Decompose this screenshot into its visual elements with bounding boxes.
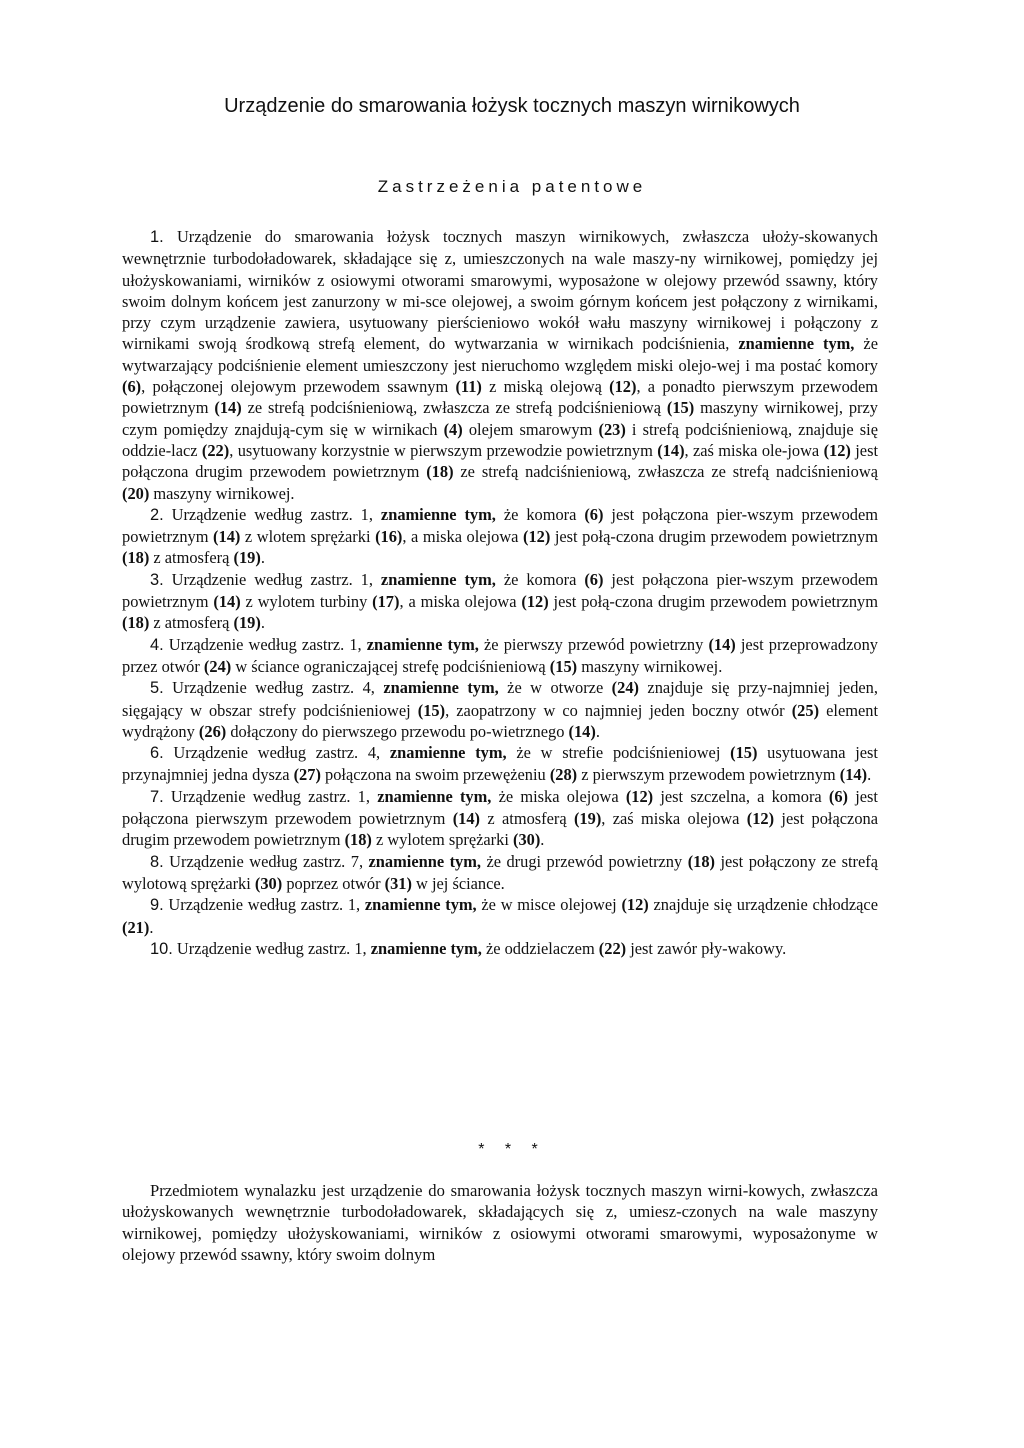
description-paragraph: Przedmiotem wynalazku jest urządzenie do smarowania łożysk tocznych maszyn wirni-kowych, zwłaszcza ułożyskowanych wewnętrznie turbodoładowarek, składających się z, umiesz-czonych na wale maszyny wirnikowej, pomiędzy ułożyskowaniami, wirników z osiowymi otworami smarowymi, wyposażonyme w olejowy przewód ssawny, który swoim dolnym [122, 1181, 878, 1264]
claim-number: 7. [150, 787, 164, 806]
reference-numeral: (15) [417, 700, 446, 720]
claim-5: 5. Urządzenie według zastrz. 4, znamienne tym, że w otworze (24) znajduje się przy-najmniej jeden, sięgający w obszar strefy podciśnieniowej (15), zaopatrzony w co najmniej jeden boczny otwór (25) element wydrążony (26) dołączony do pierwszego przewodu po-wietrznego (14). [122, 678, 878, 741]
reference-numeral: (12) [609, 377, 637, 397]
reference-numeral: (14) [214, 398, 242, 418]
reference-numeral: (11) [455, 377, 482, 397]
characterizing-marker: znamienne tym, [372, 569, 496, 589]
claim-number: 8. [150, 852, 164, 871]
reference-numeral: (21) [122, 917, 150, 937]
characterizing-marker: znamienne tym, [363, 851, 481, 871]
reference-numeral: (15) [730, 743, 758, 763]
reference-numeral: (14) [213, 592, 241, 612]
reference-numeral: (12) [521, 592, 549, 612]
section-separator: * * * [478, 1141, 546, 1158]
characterizing-marker: znamienne tym, [380, 743, 507, 763]
claim-3: 3. Urządzenie według zastrz. 1, znamienne tym, że komora (6) jest połączona pier-wszym przewodem powietrznym (14) z wylotem turbiny (17), a miska olejowa (12) jest połą-czona drugim przewodem powietrznym (18) z atmosferą (19). [122, 569, 878, 633]
reference-numeral: (24) [611, 678, 639, 698]
reference-numeral: (14) [452, 809, 481, 829]
reference-numeral: (25) [791, 700, 820, 720]
reference-numeral: (27) [293, 765, 321, 785]
reference-numeral: (6) [828, 786, 849, 806]
reference-numeral: (19) [233, 613, 261, 633]
reference-numeral: (18) [122, 548, 150, 568]
reference-numeral: (28) [549, 765, 578, 785]
reference-numeral: (16) [375, 527, 403, 547]
characterizing-marker: znamienne tym, [360, 895, 477, 915]
reference-numeral: (12) [823, 440, 851, 460]
reference-numeral: (19) [233, 548, 261, 568]
reference-numeral: (14) [213, 527, 241, 547]
reference-numeral: (30) [254, 873, 283, 893]
claim-2: 2. Urządzenie według zastrz. 1, znamienne tym, że komora (6) jest połączona pier-wszym przewodem powietrznym (14) z wlotem sprężarki (16), a miska olejowa (12) jest połą-czona drugim przewodem powietrznym (18) z atmosferą (19). [122, 504, 878, 568]
reference-numeral: (18) [687, 851, 715, 871]
reference-numeral: (22) [201, 440, 230, 460]
reference-numeral: (12) [522, 527, 551, 547]
claim-number: 9. [150, 896, 164, 915]
claim-8: 8. Urządzenie według zastrz. 7, znamienne tym, że drugi przewód powietrzny (18) jest połączony ze strefą wylotową sprężarki (30) poprzez otwór (31) w jej ściance. [122, 851, 878, 893]
reference-numeral: (4) [443, 419, 463, 439]
claim-1: 1. Urządzenie do smarowania łożysk tocznych maszyn wirnikowych, zwłaszcza ułoży-skowanych wewnętrznie turbodoładowarek, składające się z, umieszczonych na wale maszy-ny wirnikowej, pomiędzy jej ułożyskowaniami, wirników z osiowymi otworami smarowymi, wyposażone w olejowy przewód ssawny, który swoim dolnym końcem jest zanurzony w mi-sce olejowej, a swoim górnym końcem jest połączony z wirnikami, przy czym urządzenie zawiera, usytuowany pierścieniowo wokół wału maszyny wirnikowej i połączony z wirnikami swoją środkową strefą element, do wytwarzania w wirnikach podciśnienia, znamienne tym, że wytwarzający podciśnienie element umieszczony jest nieruchomo względem miski olejo-wej i ma postać komory (6), połączonej olejowym przewodem ssawnym (11) z miską olejową (12), a ponadto pierwszym przewodem powietrznym (14) ze strefą podciśnieniową, zwłaszcza ze strefą podciśnieniową (15) maszyny wirnikowej, przy czym pomiędzy znajdują-cym się w wirnikach (4) olejem smarowym (23) i strefą podciśnieniową, znajduje się oddzie-lacz (22), usytuowany korzystnie w pierwszym przewodzie powietrznym (14), zaś miska ole-jowa (12) jest połączona drugim przewodem powietrznym (18) ze strefą nadciśnieniową, zwłaszcza ze strefą nadciśnieniową (20) maszyny wirnikowej. [122, 227, 879, 503]
reference-numeral: (17) [372, 592, 400, 612]
claim-number: 6. [150, 744, 164, 763]
reference-numeral: (14) [839, 765, 868, 785]
claim-number: 3. [150, 570, 164, 589]
reference-numeral: (18) [344, 830, 372, 850]
reference-numeral: (12) [621, 895, 649, 915]
characterizing-marker: znamienne tym, [369, 786, 492, 806]
reference-numeral: (20) [122, 483, 150, 503]
reference-numeral: (14) [568, 721, 596, 741]
reference-numeral: (12) [625, 786, 654, 806]
reference-numeral: (26) [198, 721, 227, 741]
claim-number: 2. [150, 505, 164, 524]
characterizing-marker: znamienne tym, [729, 334, 855, 354]
claim-6: 6. Urządzenie według zastrz. 4, znamienne tym, że w strefie podciśnieniowej (15) usytuowana jest przynajmniej jedna dysza (27) połączona na swoim przewężeniu (28) z pierwszym przewodem powietrznym (14). [122, 743, 878, 785]
claim-9: 9. Urządzenie według zastrz. 1, znamienne tym, że w misce olejowej (12) znajduje się urządzenie chłodzące (21). [122, 895, 878, 937]
reference-numeral: (23) [598, 419, 626, 439]
claim-7: 7. Urządzenie według zastrz. 1, znamienne tym, że miska olejowa (12) jest szczelna, a komora (6) jest połączona pierwszym przewodem powietrznym (14) z atmosferą (19), zaś miska olejowa (12) jest połączona drugim przewodem powietrznym (18) z wylotem sprężarki (30). [122, 786, 878, 850]
claim-number: 10. [150, 939, 173, 958]
claims-heading: Zastrzeżenia patentowe [377, 177, 647, 196]
claim-10: 10. Urządzenie według zastrz. 1, znamienne tym, że oddzielaczem (22) jest zawór pły-wakowy. [150, 938, 787, 958]
reference-numeral: (18) [426, 462, 454, 482]
reference-numeral: (30) [512, 830, 541, 850]
characterizing-marker: znamienne tym, [374, 678, 499, 698]
reference-numeral: (15) [666, 398, 695, 418]
characterizing-marker: znamienne tym, [361, 634, 479, 654]
reference-numeral: (14) [657, 440, 685, 460]
characterizing-marker: znamienne tym, [366, 938, 482, 958]
reference-numeral: (18) [122, 613, 150, 633]
reference-numeral: (14) [708, 634, 736, 654]
reference-numeral: (6) [584, 569, 604, 589]
reference-numeral: (6) [584, 504, 604, 524]
claim-4: 4. Urządzenie według zastrz. 1, znamienne tym, że pierwszy przewód powietrzny (14) jest przeprowadzony przez otwór (24) w ściance ograniczającej strefę podciśnieniową (15) maszyny wirnikowej. [122, 634, 878, 676]
characterizing-marker: znamienne tym, [372, 504, 496, 524]
reference-numeral: (15) [549, 656, 578, 676]
document-title: Urządzenie do smarowania łożysk tocznych maszyn wirnikowych [224, 95, 800, 117]
claim-number: 4. [150, 635, 164, 654]
reference-numeral: (24) [203, 656, 232, 676]
reference-numeral: (12) [746, 809, 775, 829]
claims-list [122, 226, 878, 960]
reference-numeral: (19) [573, 809, 602, 829]
claim-number: 1. [150, 228, 164, 246]
claim-number: 5. [150, 679, 164, 698]
reference-numeral: (22) [598, 938, 627, 958]
reference-numeral: (31) [384, 873, 412, 893]
reference-numeral: (6) [122, 377, 142, 397]
